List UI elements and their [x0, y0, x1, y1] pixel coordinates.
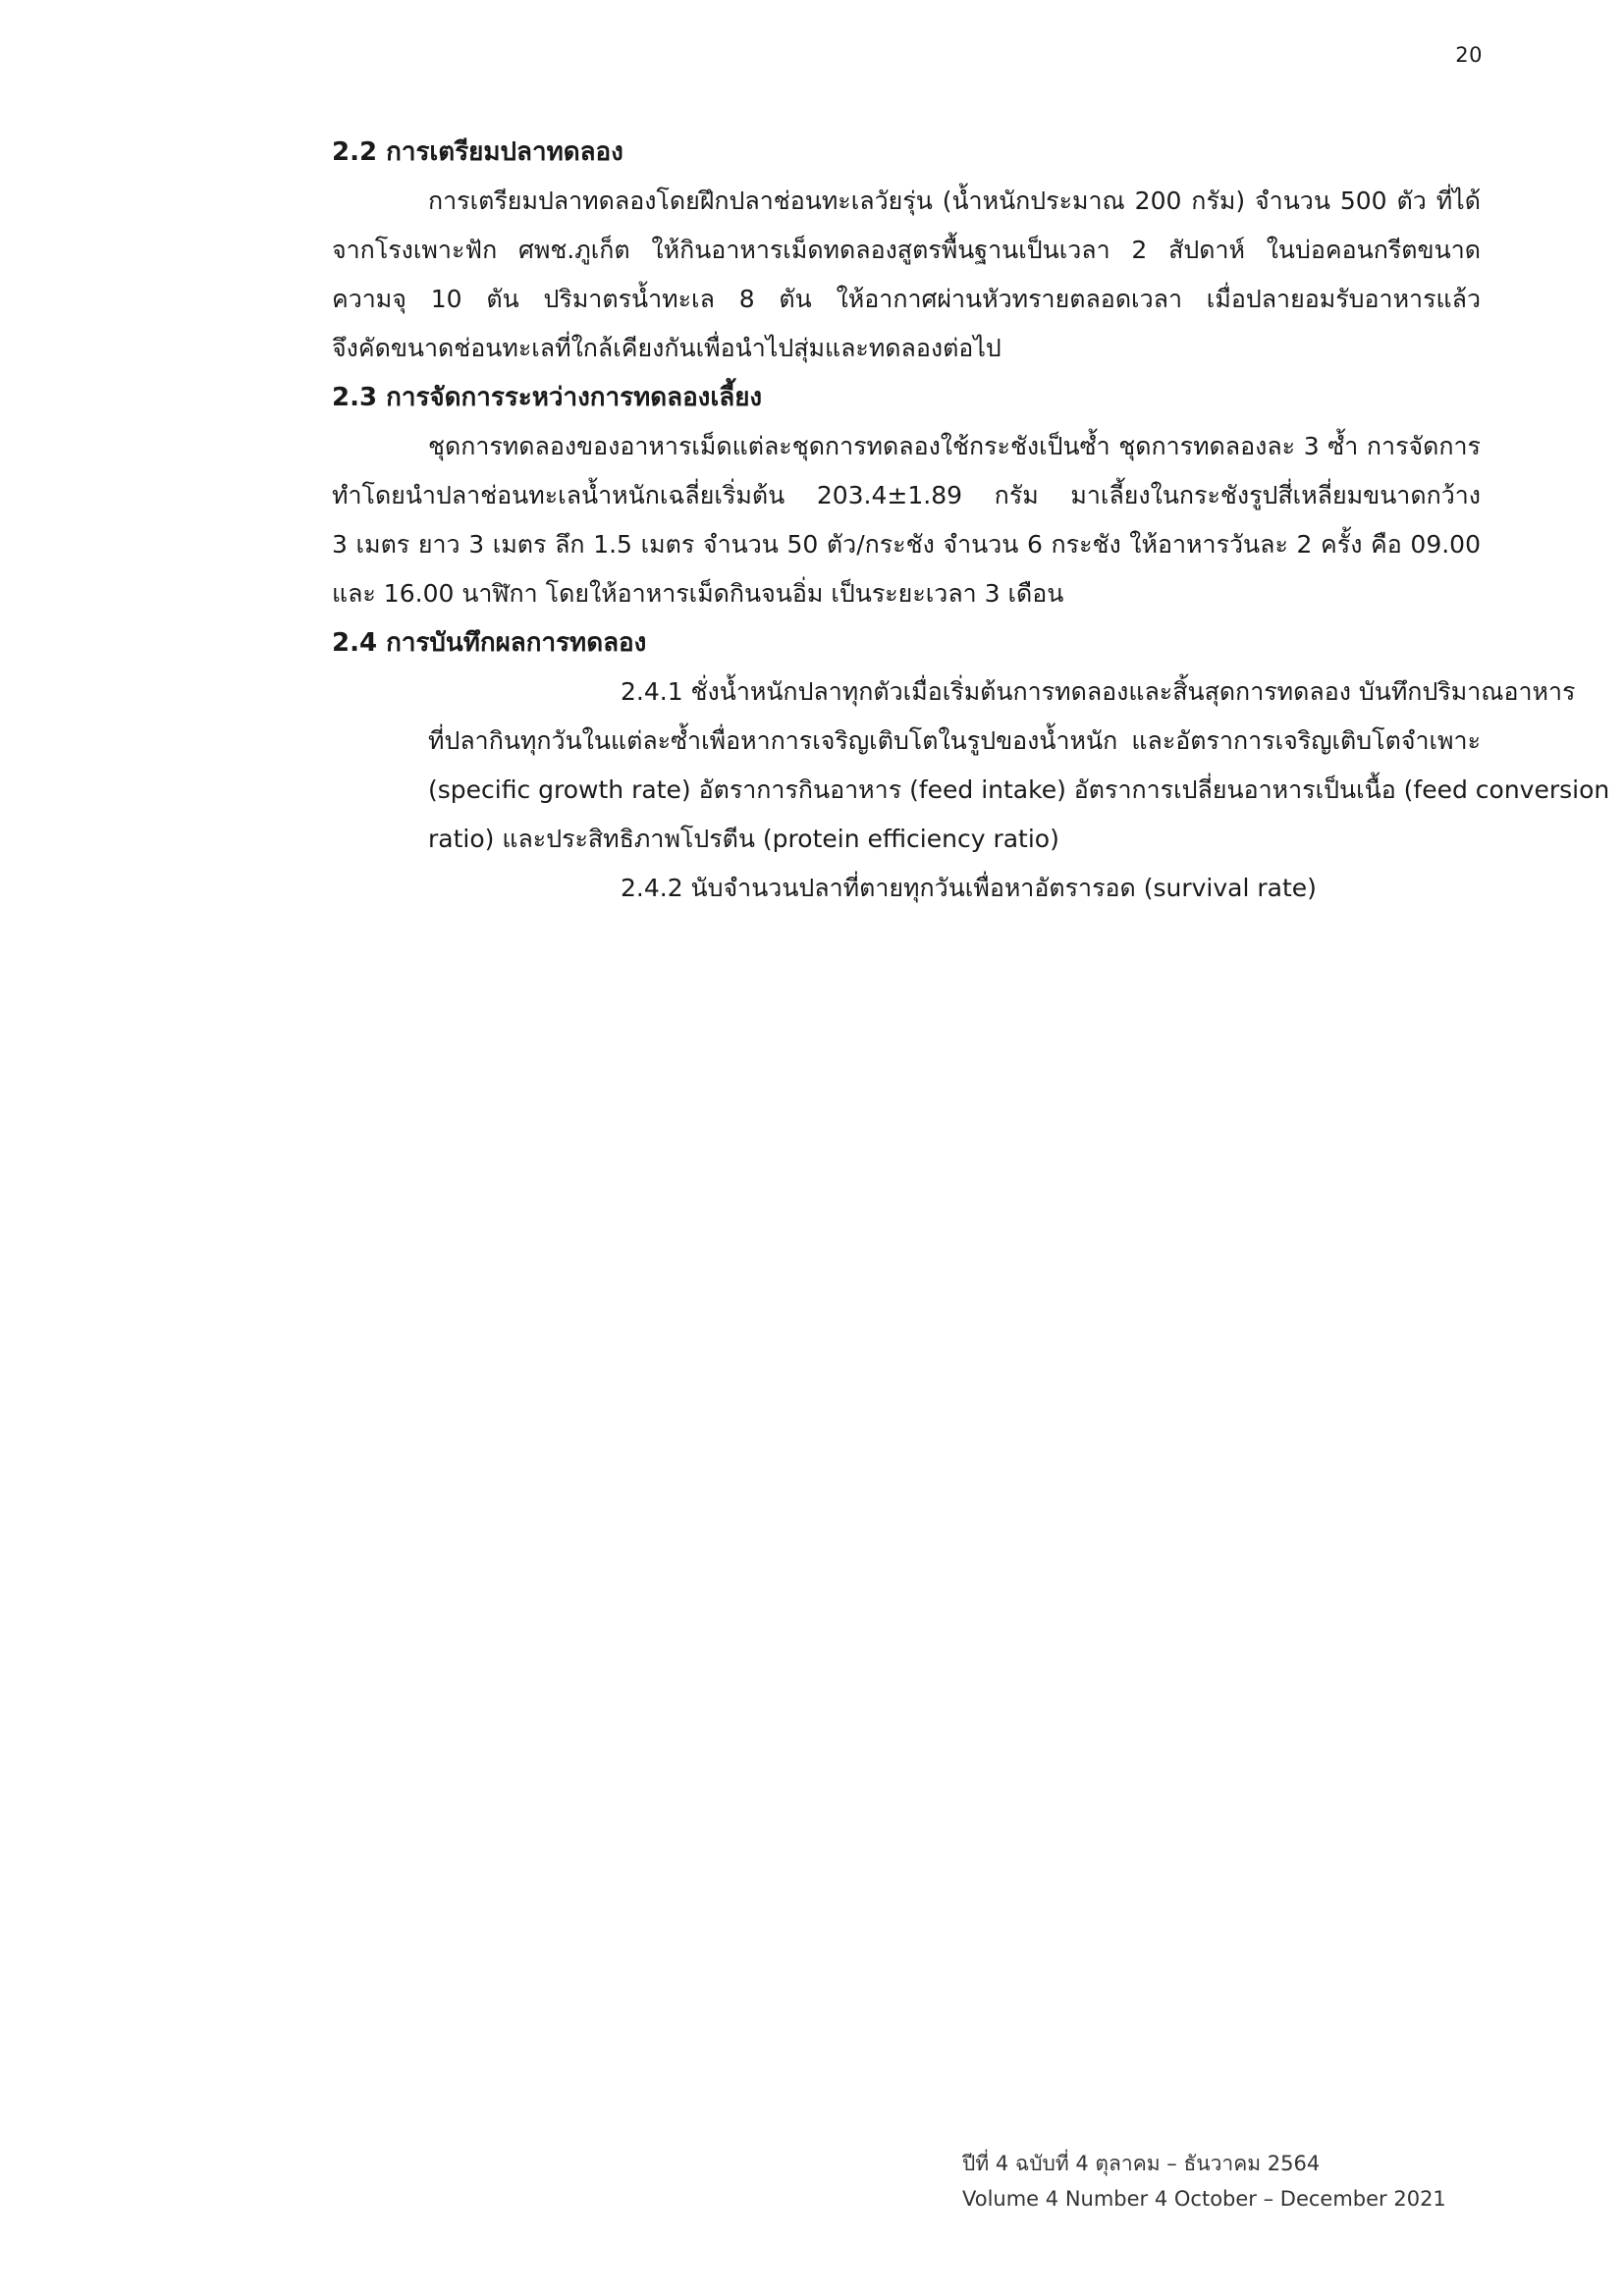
paragraph-line: และ 16.00 นาฬิกา โดยให้อาหารเม็ดกินจนอิ่ม เป็นระยะเวลา 3 เดือน	[332, 579, 1064, 608]
section-heading: 2.2 การเตรียมปลาทดลอง	[332, 137, 623, 167]
page-number: 20	[1455, 43, 1483, 67]
paragraph-line: 2.4.1 ชั่งน้ำหนักปลาทุกตัวเมื่อเริ่มต้นการทดลองและสิ้นสุดการทดลอง บันทึกปริมาณอาหาร	[621, 677, 1576, 706]
paragraph-line: การเตรียมปลาทดลองโดยฝึกปลาช่อนทะเลวัยรุ่น (น้ำหนักประมาณ 200 กรัม) จำนวน 500 ตัว ที่ได้	[428, 187, 1481, 215]
subsection-2-4-2	[236, 864, 1481, 913]
paragraph-line: 3 เมตร ยาว 3 เมตร ลึก 1.5 เมตร จำนวน 50 ตัว/กระชัง จำนวน 6 กระชัง ให้อาหารวันละ 2 ครั้ง คือ 09.00	[332, 530, 1481, 559]
paragraph-line: ทำโดยนำปลาช่อนทะเลน้ำหนักเฉลี่ยเริ่มต้น 203.4±1.89 กรัม มาเลี้ยงในกระชังรูปสี่เหลี่ยมขนาดกว้าง	[332, 481, 1481, 509]
paragraph-line: จากโรงเพาะฟัก ศพช.ภูเก็ต ให้กินอาหารเม็ดทดลองสูตรพื้นฐานเป็นเวลา 2 สัปดาห์ ในบ่อคอนกรีตขนาด	[332, 236, 1481, 264]
section-2-4	[236, 618, 1610, 913]
document-body	[236, 128, 1610, 913]
section-paragraph	[236, 177, 1481, 373]
section-2-2	[236, 128, 1481, 373]
paragraph-line: ratio) และประสิทธิภาพโปรตีน (protein efficiency ratio)	[428, 825, 1059, 853]
paragraph-line: 2.4.2 นับจำนวนปลาที่ตายทุกวันเพื่อหาอัตรารอด (survival rate)	[621, 874, 1317, 902]
paragraph-line: (specific growth rate) อัตราการกินอาหาร (feed intake) อัตราการเปลี่ยนอาหารเป็นเนื้อ (feed conversion	[428, 775, 1610, 804]
journal-footer	[962, 2146, 1483, 2216]
paragraph-line: ที่ปลากินทุกวันในแต่ละซ้ำเพื่อหาการเจริญเติบโตในรูปของน้ำหนัก และอัตราการเจริญเติบโตจำเพาะ	[428, 726, 1481, 755]
section-paragraph	[236, 422, 1481, 618]
subsection-2-4-1	[236, 667, 1610, 864]
footer-english-issue: Volume 4 Number 4 October – December 2021	[962, 2187, 1446, 2211]
paragraph-line: ความจุ 10 ตัน ปริมาตรน้ำทะเล 8 ตัน ให้อากาศผ่านหัวทรายตลอดเวลา เมื่อปลายอมรับอาหารแล้ว	[332, 285, 1481, 313]
section-heading: 2.4 การบันทึกผลการทดลอง	[332, 628, 647, 658]
section-2-3	[236, 373, 1481, 618]
section-heading: 2.3 การจัดการระหว่างการทดลองเลี้ยง	[332, 383, 763, 412]
paragraph-line: ชุดการทดลองของอาหารเม็ดแต่ละชุดการทดลองใช้กระชังเป็นซ้ำ ชุดการทดลองละ 3 ซ้ำ การจัดการ	[428, 432, 1481, 460]
footer-thai-issue: ปีที่ 4 ฉบับที่ 4 ตุลาคม – ธันวาคม 2564	[962, 2152, 1321, 2175]
paragraph-line: จึงคัดขนาดช่อนทะเลที่ใกล้เคียงกันเพื่อนำไปสุ่มและทดลองต่อไป	[332, 334, 1001, 362]
